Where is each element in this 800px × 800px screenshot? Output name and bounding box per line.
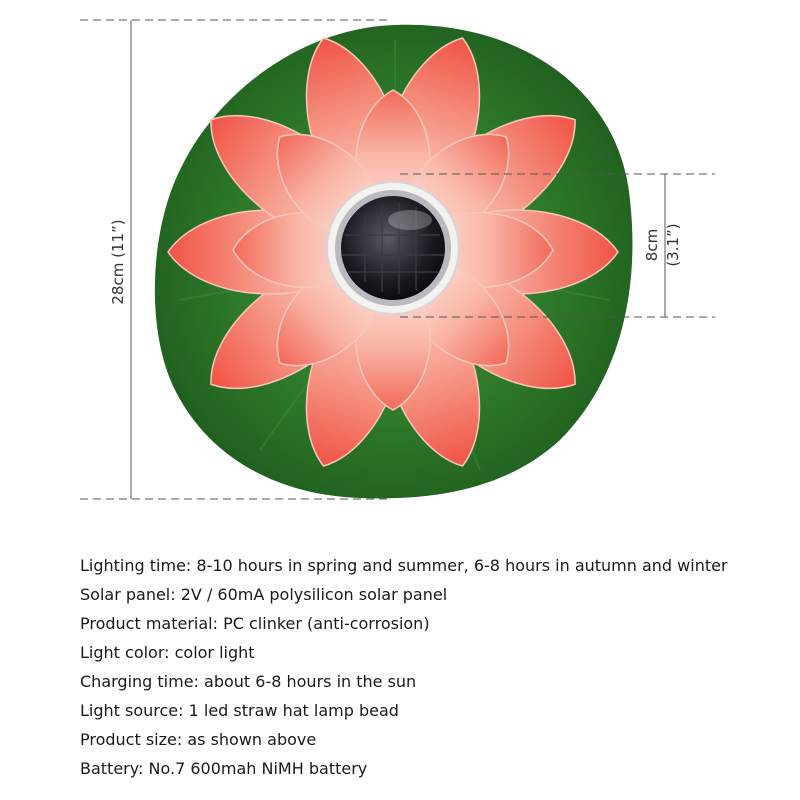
center-size-label-in: (3.1”)	[664, 223, 682, 267]
spec-item: Light source: 1 led straw hat lamp bead	[80, 701, 399, 720]
spec-item: Product size: as shown above	[80, 730, 317, 749]
center-size-label-cm: 8cm	[643, 228, 661, 262]
spec-item: Charging time: about 6-8 hours in the sun	[80, 672, 417, 691]
spec-item: Product material: PC clinker (anti-corrosion)	[80, 614, 430, 633]
spec-list	[80, 551, 728, 783]
spec-item: Light color: color light	[80, 643, 255, 662]
solar-panel	[327, 182, 459, 314]
spec-item: Lighting time: 8-10 hours in spring and summer, 6-8 hours in autumn and winter	[80, 556, 728, 575]
total-size-label: 28cm (11”)	[109, 219, 127, 305]
spec-item: Solar panel: 2V / 60mA polysilicon solar panel	[80, 585, 448, 604]
spec-item: Battery: No.7 600mah NiMH battery	[80, 759, 368, 778]
